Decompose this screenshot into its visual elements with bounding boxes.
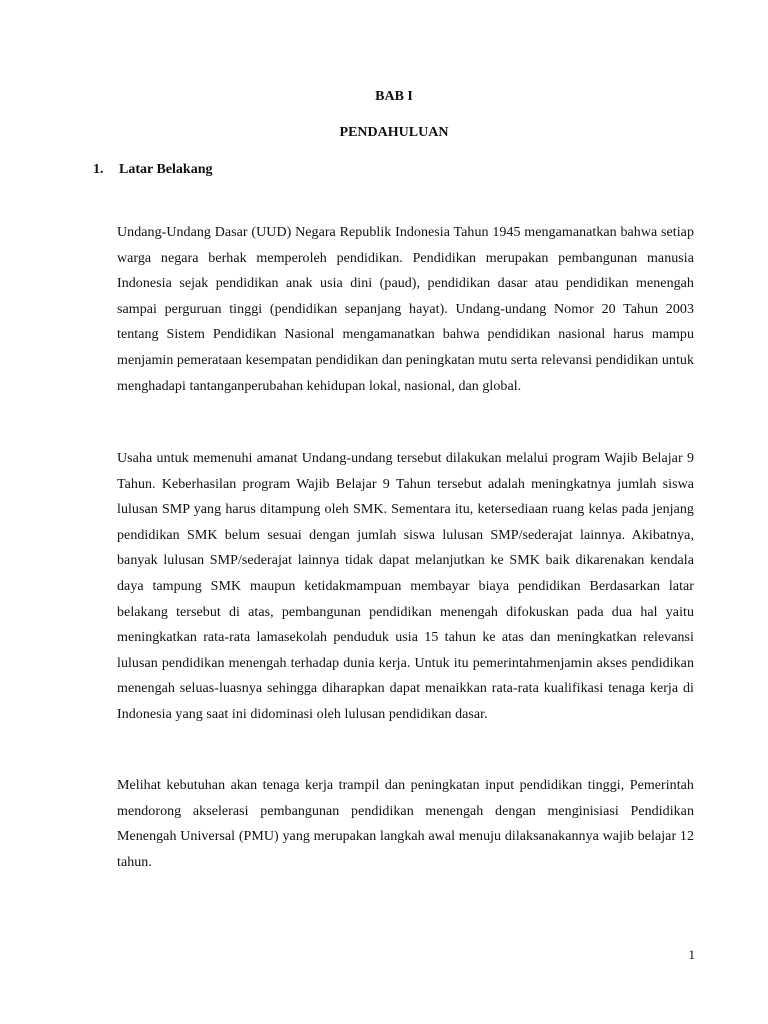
chapter-title: PENDAHULUAN bbox=[339, 125, 449, 140]
paragraph: Usaha untuk memenuhi amanat Undang-undang tersebut dilakukan melalui program Wajib Belajar 9 Tahun. Keberhasilan program Wajib Belajar 9 Tahun tersebut adalah meningkatnya jumlah siswa lulusan SMP yang harus ditampung oleh SMK. Sementara itu, ketersediaan ruang kelas pada jenjang pendidikan SMK belum sesuai dengan jumlah siswa lulusan SMP/sederajat lainnya. Akibatnya, banyak lulusan SMP/sederajat lainnya tidak dapat melanjutkan ke SMK baik dikarenakan kendala daya tampung SMK maupun ketidakmampuan membayar biaya pendidikan Berdasarkan latar belakang tersebut di atas, pembangunan pendidikan menengah difokuskan pada dua hal yaitu meningkatkan rata-rata lamasekolah penduduk usia 15 tahun ke atas dan meningkatkan relevansi lulusan pendidikan menengah terhadap dunia kerja. Untuk itu pemerintahmenjamin akses pendidikan menengah seluas-luasnya sehingga diharapkan dapat menaikkan rata-rata kualifikasi tenaga kerja di Indonesia yang saat ini didominasi oleh lulusan pendidikan dasar. bbox=[117, 451, 694, 722]
paragraph: Undang-Undang Dasar (UUD) Negara Republik Indonesia Tahun 1945 mengamanatkan bahwa setiap warga negara berhak memperoleh pendidikan. Pendidikan merupakan pembangunan manusia Indonesia sejak pendidikan anak usia dini (paud), pendidikan dasar atau pendidikan menengah sampai perguruan tinggi (pendidikan sepanjang hayat). Undang-undang Nomor 20 Tahun 2003 tentang Sistem Pendidikan Nasional mengamanatkan bahwa pendidikan nasional harus mampu menjamin pemerataan kesempatan pendidikan dan peningkatan mutu serta relevansi pendidikan untuk menghadapi tantanganperubahan kehidupan lokal, nasional, dan global. bbox=[117, 225, 695, 394]
section-title: Latar Belakang bbox=[119, 162, 213, 177]
section-heading bbox=[93, 162, 212, 178]
page-number: 1 bbox=[688, 947, 695, 962]
paragraph: Melihat kebutuhan akan tenaga kerja trampil dan peningkatan input pendidikan tinggi, Pemerintah mendorong akselerasi pembangunan pendidikan menengah dengan menginisiasi Pendidikan Menengah Universal (PMU) yang merupakan langkah awal menuju dilaksanakannya wajib belajar 12 tahun. bbox=[117, 778, 694, 870]
section-number: 1. bbox=[93, 162, 104, 177]
chapter-number: BAB I bbox=[375, 89, 413, 104]
